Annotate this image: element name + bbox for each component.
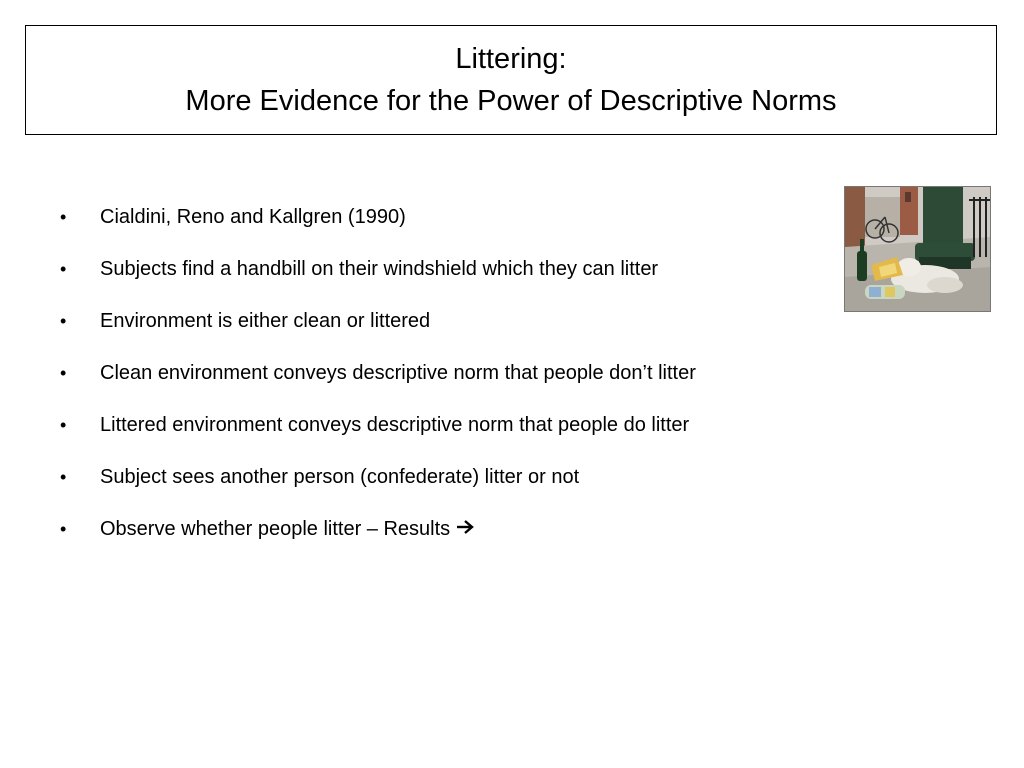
bullet-item bbox=[60, 295, 840, 347]
bullet-text: Subjects find a handbill on their windshield which they can litter bbox=[100, 257, 659, 280]
bullet-item bbox=[60, 503, 840, 555]
right-arrow-icon bbox=[456, 518, 476, 541]
litter-photo-image bbox=[845, 187, 990, 311]
bullet-dot: • bbox=[60, 466, 67, 487]
bullet-item bbox=[60, 451, 840, 503]
bullet-text: Clean environment conveys descriptive norm that people don’t litter bbox=[100, 361, 696, 384]
bullet-item bbox=[60, 347, 840, 399]
bullet-text: Subject sees another person (confederate) litter or not bbox=[100, 465, 580, 488]
bullet-list bbox=[60, 191, 840, 555]
title-box bbox=[25, 25, 997, 135]
bullet-item bbox=[60, 243, 840, 295]
bullet-item bbox=[60, 191, 840, 243]
bullet-dot: • bbox=[60, 518, 67, 539]
litter-photo bbox=[844, 186, 991, 312]
bullet-text: Littered environment conveys descriptive norm that people do litter bbox=[100, 413, 690, 436]
bullet-item bbox=[60, 399, 840, 451]
bullet-text: Cialdini, Reno and Kallgren (1990) bbox=[100, 205, 406, 228]
bullet-dot: • bbox=[60, 310, 67, 331]
bullet-dot: • bbox=[60, 206, 67, 227]
title-line-1: Littering: bbox=[455, 43, 567, 75]
bullet-text: Observe whether people litter – Results bbox=[100, 517, 451, 540]
bullet-dot: • bbox=[60, 258, 67, 279]
bullet-dot: • bbox=[60, 362, 67, 383]
bullet-dot: • bbox=[60, 414, 67, 435]
bullet-text: Environment is either clean or littered bbox=[100, 309, 431, 332]
title-line-2: More Evidence for the Power of Descriptive Norms bbox=[185, 85, 837, 117]
